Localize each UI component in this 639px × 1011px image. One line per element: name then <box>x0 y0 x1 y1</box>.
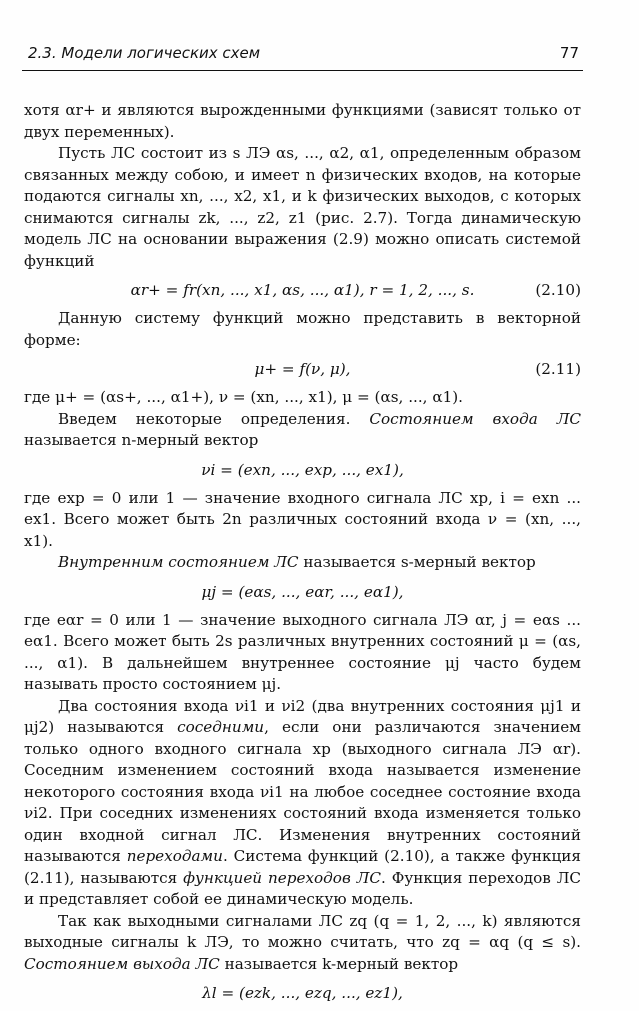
term-input-state: Состоянием входа ЛС <box>369 409 581 428</box>
equation-2-10 <box>24 278 581 302</box>
paragraph-9-part-2: , если они различаются значением только одного входного сигнала xp (выходного сигнала ЛЭ αr). Соседним изменением состояний входа называется изменение некоторого состояния входа νi1 на любое соседнее состояние входа νi2. При соседних изменениях состояний входа изменяется только один входной сигнал ЛС. Изменения внутренних состояний называются <box>24 718 581 865</box>
equation-2-10-formula: αr+ = fr(xn, ..., x1, αs, ..., α1), r = 1, 2, ..., s. <box>130 281 475 299</box>
paragraph-9 <box>24 696 581 911</box>
header-rule <box>22 70 583 71</box>
equation-2-10-number: (2.10) <box>535 281 581 299</box>
page-body <box>24 100 581 1011</box>
term-transition-function: функцией переходов ЛС <box>183 868 381 887</box>
paragraph-5-part-1: Введем некоторые определения. <box>58 409 370 428</box>
paragraph-5-part-2: называется n-мерный вектор <box>24 431 259 449</box>
paragraph-10-part-2: называется k-мерный вектор <box>219 954 459 973</box>
equation-internal-state <box>24 580 581 604</box>
paragraph-9-part-1: Два состояния входа νi1 и νi2 (два внутренних состояния μj1 и μj2) называются <box>24 696 581 736</box>
term-neighboring: соседними <box>177 718 265 736</box>
paragraph-10-part-1: Так как выходными сигналами ЛС zq (q = 1, 2, ..., k) являются выходные сигналы k ЛЭ, то можно считать, что zq = αq (q ≤ s). <box>24 911 581 951</box>
equation-2-11-formula: μ+ = f(ν, μ), <box>254 360 351 378</box>
paragraph-10 <box>24 911 581 976</box>
paragraph-6: где exp = 0 или 1 — значение входного сигнала ЛС xp, i = exn ... ex1. Всего может быть 2n различных состояний входа ν = (xn, ..., x1). <box>24 488 581 550</box>
equation-output-state-formula: λl = (ezk, ..., ezq, ..., ez1), <box>202 984 403 1002</box>
running-header <box>28 44 579 62</box>
paragraph-3: Данную систему функций можно представить в векторной форме: <box>24 309 581 349</box>
equation-2-11-number: (2.11) <box>535 360 581 378</box>
equation-input-state <box>24 458 581 482</box>
equation-internal-state-formula: μj = (eαs, ..., eαr, ..., eα1), <box>201 582 404 601</box>
section-title: 2.3. Модели логических схем <box>28 44 261 62</box>
paragraph-5 <box>24 409 581 452</box>
term-internal-state: Внутренним состоянием ЛС <box>58 553 299 571</box>
paragraph-9-part-4: . Функция переходов ЛС и представляет собой ее динамическую модель. <box>24 868 582 908</box>
paragraph-2: Пусть ЛС состоит из s ЛЭ αs, ..., α2, α1, определенным образом связанных между собою, и имеет n физических входов, на которые подаются сигналы xn, ..., x2, x1, и k физических выходов, с которых снимаются сигналы zk, ..., z2, z1 (рис. 2.7). Тогда динамическую модель ЛС на основании выражения (2.9) можно описать системой функций <box>24 144 581 270</box>
paragraph-7 <box>24 552 581 574</box>
paragraph-4: где μ+ = (αs+, ..., α1+), ν = (xn, ..., x1), μ = (αs, ..., α1). <box>24 388 463 406</box>
paragraph-7-part-2: называется s-мерный вектор <box>298 553 536 571</box>
term-output-state: Состоянием выхода ЛС <box>24 954 220 973</box>
paragraph-8: где eαr = 0 или 1 — значение выходного сигнала ЛЭ αr, j = eαs ... eα1. Всего может быть 2s различных внутренних состояний μ = (αs, ..., α1). В дальнейшем внутреннее состояние μj часто будем называть просто состоянием μj. <box>24 610 581 693</box>
equation-output-state <box>24 981 581 1005</box>
equation-2-11 <box>24 357 581 381</box>
paragraph-9-part-3: . Система функций (2.10), а также функция (2.11), называются <box>24 847 581 887</box>
paragraph-1: хотя αr+ и являются вырожденными функциями (зависят только от двух переменных). <box>24 101 581 141</box>
page-number: 77 <box>559 44 579 62</box>
term-transitions: переходами <box>126 847 223 865</box>
equation-input-state-formula: νi = (exn, ..., exp, ..., ex1), <box>201 460 404 479</box>
